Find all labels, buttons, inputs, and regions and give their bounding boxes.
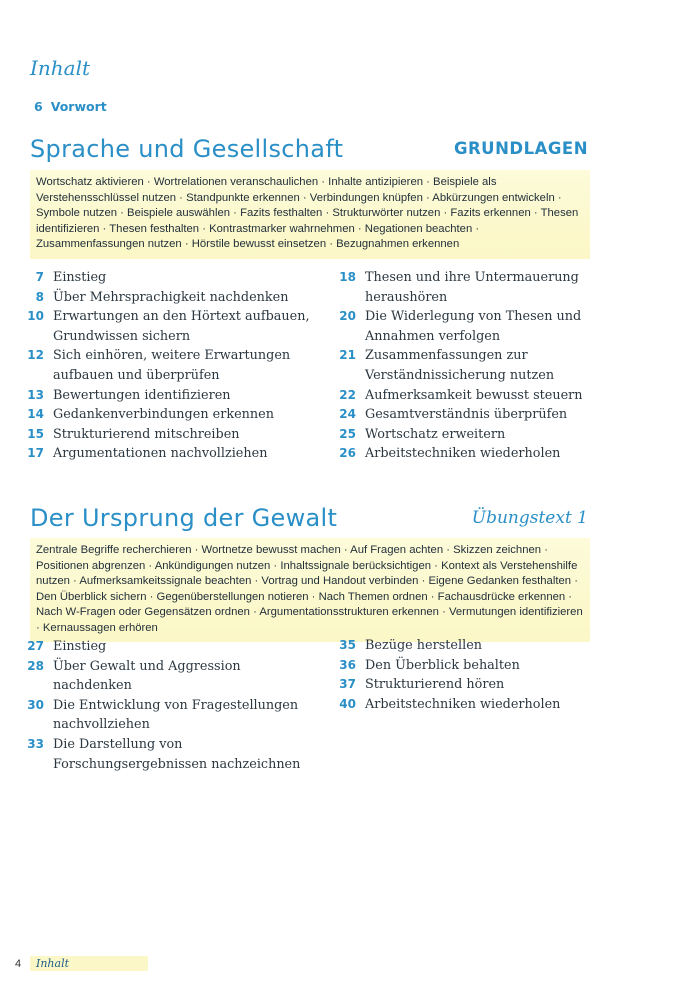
toc-entry[interactable] [332,386,590,406]
toc-page-number: 18 [339,270,356,284]
footer-label: Inhalt [30,956,148,971]
toc-page-number: 40 [339,696,356,711]
toc-page-number: 17 [27,446,44,461]
toc-entry-title: Gesamtverständnis überprüfen [365,407,568,423]
toc-entry[interactable] [332,425,590,445]
toc-entry-title: Über Mehrsprachigkeit nachdenken [53,289,289,305]
toc-page-number: 35 [339,638,356,652]
toc-entry[interactable] [20,444,320,464]
section1-title: Sprache und Gesellschaft [30,135,344,163]
toc-entry-title: Arbeitstechniken wiederholen [365,446,561,462]
toc-entry[interactable] [20,386,320,406]
toc-entry[interactable] [332,346,590,385]
toc-entry[interactable] [20,696,320,735]
toc-page-number: 7 [35,270,44,284]
toc-entry[interactable] [332,268,590,307]
toc-page-number: 8 [35,289,44,304]
toc-entry[interactable] [20,405,320,425]
toc-entry-title: Die Entwicklung von Fragestellungen nachvollziehen [53,697,299,733]
toc-entry[interactable] [332,444,590,464]
toc-entry-title: Bewertungen identifizieren [53,387,231,403]
toc-title: Inhalt [30,56,91,80]
toc-entry[interactable] [332,405,590,425]
toc-entry-title: Den Überblick behalten [365,657,520,673]
section2-tag: Übungstext 1 [471,508,588,528]
toc-entry[interactable] [20,735,320,774]
toc-entry[interactable] [20,268,320,288]
toc-page-number: 30 [27,697,44,712]
section1-skills: Wortschatz aktivieren · Wortrelationen veranschaulichen · Inhalte antizipieren · Beispiele als Verstehensschlüssel nutzen · Standpunkte erkennen · Verbindungen knüpfen · Abkürzungen entwickeln · Symbole nutzen · Beispiele auswählen · Fazits festhalten · Strukturwörter nutzen · Fazits erkennen · Thesen identifizieren · Thesen festhalten · Kontrastmarker wahrnehmen · Negationen beachten · Zusammenfassungen nutzen · Hörstile bewusst einsetzen · Bezugnahmen erkennen [30,170,590,259]
toc-page-number: 12 [27,348,44,363]
vorwort-label: Vorwort [50,99,107,114]
section1-tag: GRUNDLAGEN [453,139,588,158]
section2-toc-left [20,637,320,774]
section1-toc-left [20,268,320,464]
toc-entry[interactable] [332,656,590,676]
toc-page-number: 21 [339,348,356,363]
toc-page-number: 22 [339,387,356,402]
vorwort-page-number: 6 [34,99,43,114]
section2-skills: Zentrale Begriffe recherchieren · Wortnetze bewusst machen · Auf Fragen achten · Skizzen zeichnen · Positionen abgrenzen · Ankündigungen nutzen · Inhaltssignale berücksichtigen · Kontext als Verstehenshilfe nutzen · Aufmerksamkeitssignale beachten · Vortrag und Handout verbinden · Eigene Gedanken festhalten · Den Überblick sichern · Gegenüberstellungen notieren · Nach Themen ordnen · Fachausdrücke erkennen · Nach W-Fragen oder Gegensätzen ordnen · Argumentationsstrukturen erkennen · Vermutungen identifizieren · Kernaussagen erhören [30,538,590,642]
toc-page-number: 10 [27,309,44,324]
toc-page-number: 20 [339,309,356,324]
toc-entry-title: Über Gewalt und Aggression nachdenken [53,658,241,694]
toc-entry[interactable] [20,288,320,308]
toc-entry[interactable] [20,425,320,445]
toc-entry[interactable] [332,636,590,656]
toc-entry[interactable] [332,307,590,346]
toc-page-number: 33 [27,736,44,751]
toc-entry-title: Die Darstellung von Forschungsergebnissen nachzeichnen [53,736,301,772]
toc-entry-title: Gedankenverbindungen erkennen [53,407,274,423]
toc-entry-title: Wortschatz erweitern [365,426,506,442]
section1-toc-right [332,268,590,464]
toc-entry-title: Arbeitstechniken wiederholen [365,696,561,712]
toc-entry-title: Aufmerksamkeit bewusst steuern [365,387,583,403]
toc-page-number: 25 [339,426,356,441]
toc-entry[interactable] [332,675,590,695]
toc-entry-title: Thesen und ihre Untermauerung heraushören [365,270,579,305]
toc-page-number: 13 [27,387,44,402]
toc-entry-title: Einstieg [53,270,107,285]
toc-page-number: 27 [27,639,44,653]
toc-entry[interactable] [20,637,320,657]
footer-page-number: 4 [15,958,22,970]
toc-page-number: 24 [339,407,356,422]
toc-page-number: 37 [339,677,356,692]
toc-entry-title: Strukturierend mitschreiben [53,426,240,442]
toc-page-number: 28 [27,658,44,673]
toc-entry[interactable] [20,307,320,346]
toc-entry-title: Bezüge herstellen [365,638,483,653]
toc-page-number: 15 [27,426,44,441]
toc-entry-title: Die Widerlegung von Thesen und Annahmen verfolgen [365,309,582,344]
toc-entry-title: Einstieg [53,639,107,654]
toc-entry-title: Zusammenfassungen zur Verständnissicherung nutzen [365,348,555,383]
toc-entry[interactable] [332,695,590,715]
toc-page-number: 26 [339,446,356,461]
toc-page-number: 14 [27,407,44,422]
toc-entry-title: Argumentationen nachvollziehen [53,446,268,462]
toc-entry-title: Sich einhören, weitere Erwartungen aufbauen und überprüfen [53,348,291,383]
toc-entry-title: Strukturierend hören [365,677,505,693]
toc-entry[interactable] [20,346,320,385]
vorwort-entry[interactable] [34,99,107,114]
toc-entry-title: Erwartungen an den Hörtext aufbauen, Grundwissen sichern [53,309,310,344]
toc-entry[interactable] [20,657,320,696]
section2-title: Der Ursprung der Gewalt [30,504,338,532]
toc-page-number: 36 [339,657,356,672]
section2-toc-right [332,636,590,714]
